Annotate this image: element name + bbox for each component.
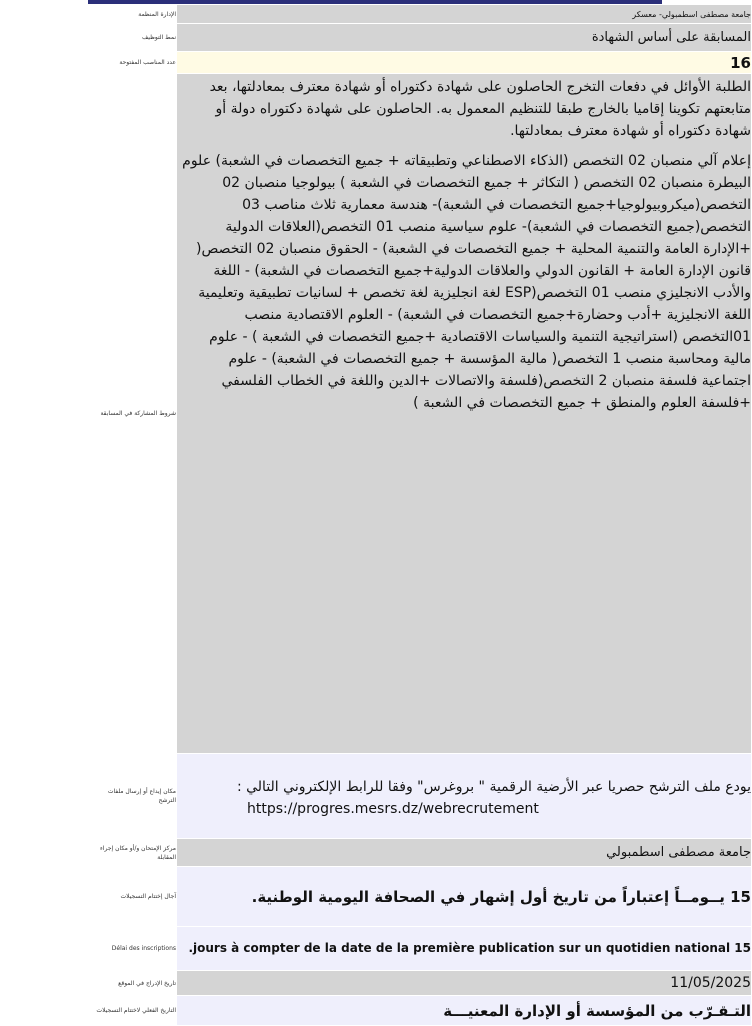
row-exam-center	[89, 839, 752, 867]
exam-center-label: مركز الإمتحان و/أو مكان إجراء المقابلة	[89, 839, 177, 867]
row-deadline-fr	[89, 927, 752, 971]
row-deposit	[89, 754, 752, 839]
deadline-fr-label: Délai des inscriptions	[89, 927, 177, 971]
row-posted-date	[89, 971, 752, 996]
organization-value: جامعة مصطفى اسطمبولي- معسكر	[177, 5, 752, 24]
conditions-paragraph-2: إعلام آلي منصبان 02 التخصص (الذكاء الاصطناعي وتطبيقاته + جميع التخصصات في الشعبة) علوم البيطرة منصبان 02 التخصص ( التكاثر + جميع التخصصات في الشعبة ) بيولوجيا منصبان 02 التخصص(ميكروبيولوجيا+جميع التخصصات في الشعبة)- هندسة معمارية ثلاث مناصب 03 التخصص(جميع التخصصات في الشعبة)- علوم سياسية منصب 01 التخصص(العلاقات الدولية +الإدارة العامة والتنمية المحلية + جميع التخصصات في الشعبة) - الحقوق منصبان 02 التخصص( قانون الإدارة العامة + القانون الدولي والعلاقات الدولية+جميع التخصصات في الشعبة) - اللغة والأدب الانجليزي منصب 01 التخصص(ESP لغة انجليزية لغة تخصص + لسانيات تطبيقية وتعليمية اللغة الانجليزية +أدب وحضارة+جميع التخصصات في الشعبة) - العلوم الاقتصادية منصب 01التخصص (استراتيجية التنمية والسياسات الاقتصادية +جميع التخصصات في الشعبة ) - علوم مالية ومحاسبة منصب 1 التخصص( مالية المؤسسة + جميع التخصصات في الشعبة) - علوم اجتماعية فلسفة منصبان 2 التخصص(فلسفة والاتصالات +الدين واللغة في الخطاب الفلسفي +فلسفة العلوم والمنطق + جميع التخصصات في الشعبة )	[182, 153, 751, 411]
deadline-fr-value: 15 jours à compter de la date de la première publication sur un quotidien national.	[177, 927, 752, 971]
row-open-posts	[89, 52, 752, 74]
conditions-value	[177, 74, 752, 754]
closing-date-value: التـقـرّب من المؤسسة أو الإدارة المعنيـــة	[177, 996, 752, 1026]
deadline-ar-value: 15 يــومــاً إعتباراً من تاريخ أول إشهار في الصحافة اليومية الوطنية.	[177, 867, 752, 927]
deposit-link[interactable]: https://progres.mesrs.dz/webrecrutement	[247, 801, 539, 817]
deposit-value	[177, 754, 752, 839]
recruitment-type-value: المسابقة على أساس الشهادة	[177, 24, 752, 52]
row-recruitment-type	[89, 24, 752, 52]
row-deadline-ar	[89, 867, 752, 927]
open-posts-label: عدد المناصب المفتوحة	[89, 52, 177, 74]
posted-date-label: تاريخ الإدراج في الموقع	[89, 971, 177, 996]
closing-date-label: التاريخ الفعلي لاختتام التسجيلات	[89, 996, 177, 1026]
row-closing-date	[89, 996, 752, 1026]
deadline-ar-label: آجال إختتام التسجيلات	[89, 867, 177, 927]
open-posts-value: 16	[177, 52, 752, 74]
posted-date-value: 11/05/2025	[177, 971, 752, 996]
row-organization	[89, 5, 752, 24]
deposit-text: يودع ملف الترشح حصريا عبر الأرضية الرقمية " بروغرس" وفقا للرابط الإلكتروني التالي :	[236, 779, 751, 795]
row-conditions	[89, 74, 752, 754]
exam-center-value: جامعة مصطفى اسطمبولي	[177, 839, 752, 867]
conditions-paragraph-1: الطلبة الأوائل في دفعات التخرج الحاصلون على شهادة دكتوراه أو شهادة معترف بمعادلتها، بعد متابعتهم تكوينا إقاميا بالخارج طبقا للتنظيم المعمول به. الحاصلون على شهادة دكتوراه دولة أو شهادة دكتوراه أو شهادة معترف بمعادلتها.	[209, 79, 751, 139]
conditions-label: شروط المشاركة في المسابقة	[89, 74, 177, 754]
deposit-label: مكان إيداع أو إرسال ملفات الترشح	[89, 754, 177, 839]
organization-label: الإدارة المنظمة	[89, 5, 177, 24]
listing-table	[88, 4, 752, 1026]
recruitment-type-label: نمط التوظيف	[89, 24, 177, 52]
